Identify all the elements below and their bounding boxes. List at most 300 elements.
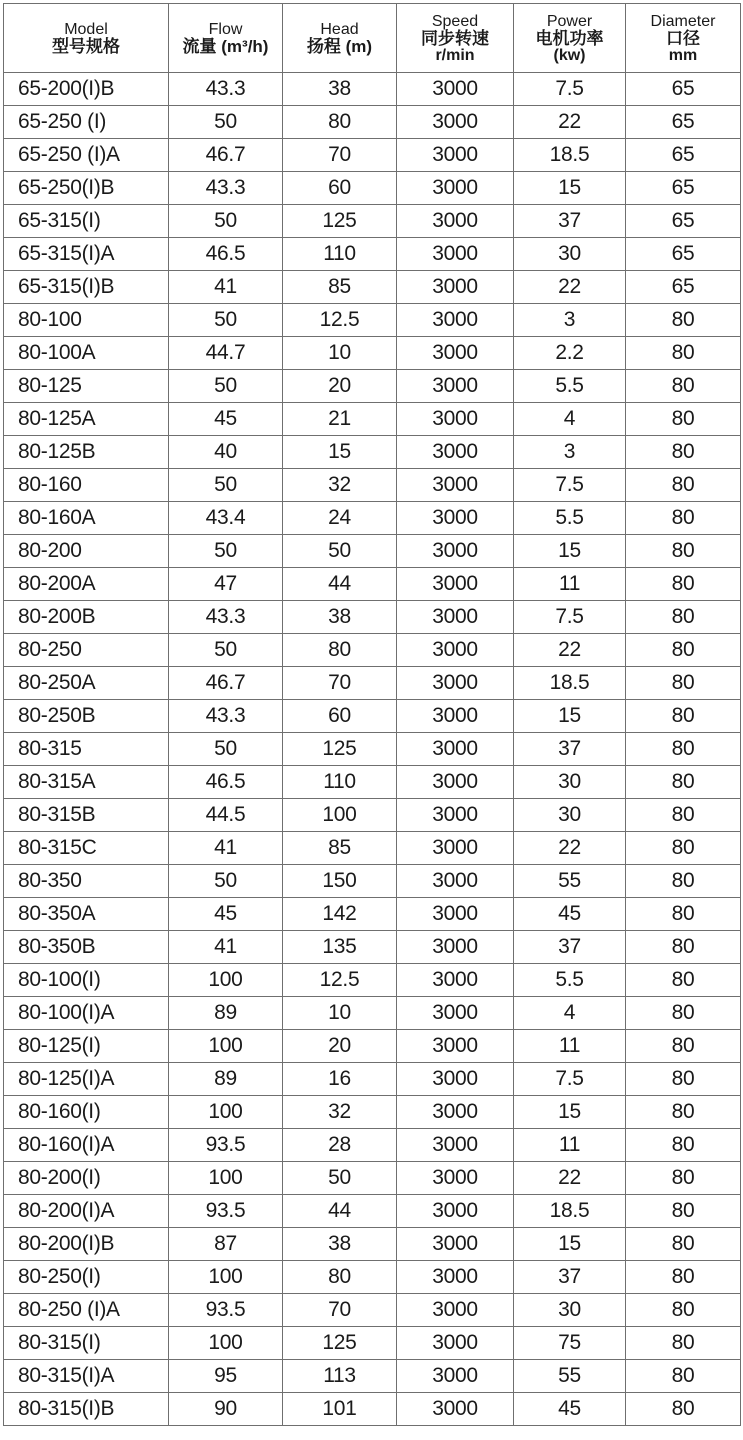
cell-flow: 50 bbox=[169, 634, 283, 667]
cell-power: 7.5 bbox=[514, 73, 626, 106]
cell-diameter: 80 bbox=[626, 502, 741, 535]
cell-head: 110 bbox=[283, 766, 397, 799]
cell-flow: 46.7 bbox=[169, 667, 283, 700]
cell-speed: 3000 bbox=[397, 1393, 514, 1426]
cell-speed: 3000 bbox=[397, 733, 514, 766]
table-row bbox=[4, 1360, 741, 1393]
cell-diameter: 80 bbox=[626, 700, 741, 733]
cell-model: 80-315(I) bbox=[4, 1327, 169, 1360]
cell-power: 15 bbox=[514, 1096, 626, 1129]
table-row bbox=[4, 205, 741, 238]
cell-diameter: 80 bbox=[626, 436, 741, 469]
cell-power: 45 bbox=[514, 898, 626, 931]
cell-diameter: 80 bbox=[626, 568, 741, 601]
cell-power: 5.5 bbox=[514, 502, 626, 535]
header-head-zh: 扬程 (m) bbox=[306, 37, 373, 56]
cell-head: 50 bbox=[283, 1162, 397, 1195]
cell-model: 80-100A bbox=[4, 337, 169, 370]
cell-diameter: 65 bbox=[626, 73, 741, 106]
cell-head: 60 bbox=[283, 172, 397, 205]
table-row bbox=[4, 667, 741, 700]
cell-diameter: 80 bbox=[626, 403, 741, 436]
cell-model: 80-100(I)A bbox=[4, 997, 169, 1030]
cell-head: 50 bbox=[283, 535, 397, 568]
cell-head: 32 bbox=[283, 1096, 397, 1129]
header-speed-unit: r/min bbox=[435, 46, 475, 64]
cell-diameter: 80 bbox=[626, 667, 741, 700]
cell-diameter: 80 bbox=[626, 1063, 741, 1096]
header-row bbox=[4, 4, 741, 73]
header-flow bbox=[169, 4, 283, 73]
cell-head: 125 bbox=[283, 205, 397, 238]
cell-model: 65-250(I)B bbox=[4, 172, 169, 205]
table-row bbox=[4, 271, 741, 304]
cell-flow: 87 bbox=[169, 1228, 283, 1261]
cell-flow: 100 bbox=[169, 1261, 283, 1294]
cell-model: 80-200(I)A bbox=[4, 1195, 169, 1228]
cell-power: 18.5 bbox=[514, 667, 626, 700]
cell-speed: 3000 bbox=[397, 568, 514, 601]
header-power-en: Power bbox=[546, 12, 593, 30]
table-row bbox=[4, 1327, 741, 1360]
cell-head: 28 bbox=[283, 1129, 397, 1162]
cell-head: 20 bbox=[283, 370, 397, 403]
cell-flow: 100 bbox=[169, 964, 283, 997]
cell-speed: 3000 bbox=[397, 1129, 514, 1162]
header-model-en: Model bbox=[64, 21, 108, 38]
cell-model: 80-350 bbox=[4, 865, 169, 898]
table-row bbox=[4, 634, 741, 667]
cell-diameter: 80 bbox=[626, 535, 741, 568]
cell-flow: 41 bbox=[169, 832, 283, 865]
cell-model: 65-315(I)B bbox=[4, 271, 169, 304]
cell-model: 80-315B bbox=[4, 799, 169, 832]
cell-speed: 3000 bbox=[397, 370, 514, 403]
cell-model: 80-350B bbox=[4, 931, 169, 964]
cell-model: 65-315(I)A bbox=[4, 238, 169, 271]
cell-head: 150 bbox=[283, 865, 397, 898]
cell-head: 101 bbox=[283, 1393, 397, 1426]
cell-head: 100 bbox=[283, 799, 397, 832]
table-row bbox=[4, 370, 741, 403]
cell-flow: 47 bbox=[169, 568, 283, 601]
cell-power: 11 bbox=[514, 568, 626, 601]
cell-head: 125 bbox=[283, 1327, 397, 1360]
cell-diameter: 65 bbox=[626, 271, 741, 304]
table-row bbox=[4, 172, 741, 205]
cell-model: 80-125B bbox=[4, 436, 169, 469]
cell-diameter: 80 bbox=[626, 1393, 741, 1426]
cell-diameter: 80 bbox=[626, 1195, 741, 1228]
cell-flow: 100 bbox=[169, 1030, 283, 1063]
cell-speed: 3000 bbox=[397, 535, 514, 568]
cell-flow: 50 bbox=[169, 304, 283, 337]
cell-model: 80-350A bbox=[4, 898, 169, 931]
cell-speed: 3000 bbox=[397, 139, 514, 172]
cell-speed: 3000 bbox=[397, 436, 514, 469]
cell-power: 3 bbox=[514, 436, 626, 469]
header-diameter-unit: mm bbox=[668, 46, 698, 64]
table-row bbox=[4, 997, 741, 1030]
cell-flow: 50 bbox=[169, 370, 283, 403]
cell-diameter: 80 bbox=[626, 634, 741, 667]
cell-model: 80-125(I) bbox=[4, 1030, 169, 1063]
cell-flow: 46.5 bbox=[169, 238, 283, 271]
header-model-zh: 型号规格 bbox=[52, 37, 120, 56]
cell-model: 80-250(I) bbox=[4, 1261, 169, 1294]
cell-head: 38 bbox=[283, 601, 397, 634]
cell-speed: 3000 bbox=[397, 1195, 514, 1228]
cell-model: 80-200 bbox=[4, 535, 169, 568]
cell-power: 15 bbox=[514, 1228, 626, 1261]
table-row bbox=[4, 238, 741, 271]
table-row bbox=[4, 436, 741, 469]
cell-flow: 100 bbox=[169, 1096, 283, 1129]
cell-diameter: 80 bbox=[626, 1327, 741, 1360]
cell-speed: 3000 bbox=[397, 337, 514, 370]
cell-power: 11 bbox=[514, 1030, 626, 1063]
cell-speed: 3000 bbox=[397, 700, 514, 733]
cell-model: 65-315(I) bbox=[4, 205, 169, 238]
cell-model: 80-160A bbox=[4, 502, 169, 535]
cell-power: 55 bbox=[514, 1360, 626, 1393]
cell-speed: 3000 bbox=[397, 73, 514, 106]
cell-head: 44 bbox=[283, 568, 397, 601]
table-row bbox=[4, 106, 741, 139]
table-row bbox=[4, 700, 741, 733]
cell-diameter: 80 bbox=[626, 1294, 741, 1327]
cell-speed: 3000 bbox=[397, 865, 514, 898]
cell-diameter: 65 bbox=[626, 238, 741, 271]
cell-flow: 89 bbox=[169, 997, 283, 1030]
cell-power: 15 bbox=[514, 172, 626, 205]
table-row bbox=[4, 1063, 741, 1096]
header-diameter bbox=[626, 4, 741, 73]
cell-flow: 100 bbox=[169, 1327, 283, 1360]
cell-head: 70 bbox=[283, 1294, 397, 1327]
cell-model: 80-315A bbox=[4, 766, 169, 799]
cell-flow: 40 bbox=[169, 436, 283, 469]
cell-power: 45 bbox=[514, 1393, 626, 1426]
cell-diameter: 65 bbox=[626, 106, 741, 139]
cell-head: 85 bbox=[283, 832, 397, 865]
cell-model: 80-250A bbox=[4, 667, 169, 700]
cell-head: 32 bbox=[283, 469, 397, 502]
cell-flow: 50 bbox=[169, 106, 283, 139]
cell-flow: 50 bbox=[169, 469, 283, 502]
cell-model: 80-160 bbox=[4, 469, 169, 502]
cell-model: 80-250 (I)A bbox=[4, 1294, 169, 1327]
cell-head: 60 bbox=[283, 700, 397, 733]
cell-flow: 44.5 bbox=[169, 799, 283, 832]
cell-flow: 95 bbox=[169, 1360, 283, 1393]
table-row bbox=[4, 964, 741, 997]
cell-model: 80-125A bbox=[4, 403, 169, 436]
table-row bbox=[4, 304, 741, 337]
table-row bbox=[4, 502, 741, 535]
cell-power: 30 bbox=[514, 1294, 626, 1327]
cell-power: 30 bbox=[514, 799, 626, 832]
cell-diameter: 80 bbox=[626, 997, 741, 1030]
cell-speed: 3000 bbox=[397, 1360, 514, 1393]
table-row bbox=[4, 898, 741, 931]
cell-diameter: 80 bbox=[626, 865, 741, 898]
cell-diameter: 80 bbox=[626, 469, 741, 502]
cell-head: 80 bbox=[283, 106, 397, 139]
cell-power: 4 bbox=[514, 997, 626, 1030]
cell-model: 80-250B bbox=[4, 700, 169, 733]
table-row bbox=[4, 73, 741, 106]
cell-power: 11 bbox=[514, 1129, 626, 1162]
header-diameter-en: Diameter bbox=[650, 12, 716, 30]
header-power-zh: 电机功率 bbox=[535, 28, 604, 48]
cell-diameter: 80 bbox=[626, 1030, 741, 1063]
table-row bbox=[4, 337, 741, 370]
cell-diameter: 80 bbox=[626, 1360, 741, 1393]
cell-speed: 3000 bbox=[397, 964, 514, 997]
cell-power: 22 bbox=[514, 832, 626, 865]
cell-power: 2.2 bbox=[514, 337, 626, 370]
cell-model: 65-250 (I) bbox=[4, 106, 169, 139]
cell-speed: 3000 bbox=[397, 205, 514, 238]
cell-head: 24 bbox=[283, 502, 397, 535]
table-row bbox=[4, 1228, 741, 1261]
cell-head: 20 bbox=[283, 1030, 397, 1063]
cell-head: 70 bbox=[283, 667, 397, 700]
pump-spec-table bbox=[3, 3, 741, 1426]
cell-flow: 90 bbox=[169, 1393, 283, 1426]
cell-speed: 3000 bbox=[397, 1228, 514, 1261]
cell-flow: 45 bbox=[169, 403, 283, 436]
table-row bbox=[4, 766, 741, 799]
cell-diameter: 80 bbox=[626, 337, 741, 370]
cell-diameter: 80 bbox=[626, 304, 741, 337]
table-row bbox=[4, 799, 741, 832]
table-row bbox=[4, 865, 741, 898]
cell-diameter: 80 bbox=[626, 1096, 741, 1129]
table-row bbox=[4, 733, 741, 766]
cell-power: 18.5 bbox=[514, 1195, 626, 1228]
cell-speed: 3000 bbox=[397, 1327, 514, 1360]
table-row bbox=[4, 601, 741, 634]
cell-speed: 3000 bbox=[397, 997, 514, 1030]
cell-speed: 3000 bbox=[397, 766, 514, 799]
cell-flow: 50 bbox=[169, 535, 283, 568]
header-diameter-zh: 口径 bbox=[666, 28, 700, 48]
cell-head: 113 bbox=[283, 1360, 397, 1393]
header-power bbox=[514, 4, 626, 73]
cell-flow: 41 bbox=[169, 271, 283, 304]
cell-power: 75 bbox=[514, 1327, 626, 1360]
cell-flow: 43.3 bbox=[169, 172, 283, 205]
cell-speed: 3000 bbox=[397, 898, 514, 931]
cell-speed: 3000 bbox=[397, 1063, 514, 1096]
table-row bbox=[4, 469, 741, 502]
cell-flow: 100 bbox=[169, 1162, 283, 1195]
table-body bbox=[4, 73, 741, 1426]
cell-flow: 93.5 bbox=[169, 1129, 283, 1162]
table-row bbox=[4, 1294, 741, 1327]
table-row bbox=[4, 568, 741, 601]
header-speed-zh: 同步转速 bbox=[421, 28, 489, 48]
cell-flow: 50 bbox=[169, 733, 283, 766]
cell-speed: 3000 bbox=[397, 172, 514, 205]
cell-diameter: 80 bbox=[626, 733, 741, 766]
cell-speed: 3000 bbox=[397, 799, 514, 832]
cell-flow: 43.3 bbox=[169, 700, 283, 733]
cell-flow: 44.7 bbox=[169, 337, 283, 370]
cell-speed: 3000 bbox=[397, 634, 514, 667]
cell-power: 3 bbox=[514, 304, 626, 337]
cell-speed: 3000 bbox=[397, 106, 514, 139]
cell-flow: 45 bbox=[169, 898, 283, 931]
cell-head: 80 bbox=[283, 634, 397, 667]
cell-model: 80-315 bbox=[4, 733, 169, 766]
cell-flow: 50 bbox=[169, 865, 283, 898]
cell-power: 37 bbox=[514, 205, 626, 238]
cell-speed: 3000 bbox=[397, 304, 514, 337]
cell-model: 80-315(I)B bbox=[4, 1393, 169, 1426]
cell-diameter: 80 bbox=[626, 766, 741, 799]
header-speed bbox=[397, 4, 514, 73]
cell-speed: 3000 bbox=[397, 1096, 514, 1129]
cell-head: 44 bbox=[283, 1195, 397, 1228]
cell-head: 21 bbox=[283, 403, 397, 436]
cell-model: 65-250 (I)A bbox=[4, 139, 169, 172]
cell-head: 70 bbox=[283, 139, 397, 172]
cell-model: 80-100 bbox=[4, 304, 169, 337]
cell-speed: 3000 bbox=[397, 238, 514, 271]
table-row bbox=[4, 1096, 741, 1129]
cell-power: 37 bbox=[514, 1261, 626, 1294]
cell-head: 12.5 bbox=[283, 964, 397, 997]
cell-head: 80 bbox=[283, 1261, 397, 1294]
cell-speed: 3000 bbox=[397, 667, 514, 700]
cell-speed: 3000 bbox=[397, 469, 514, 502]
cell-head: 38 bbox=[283, 73, 397, 106]
cell-power: 22 bbox=[514, 271, 626, 304]
table-row bbox=[4, 403, 741, 436]
cell-diameter: 80 bbox=[626, 799, 741, 832]
cell-model: 65-200(I)B bbox=[4, 73, 169, 106]
cell-diameter: 80 bbox=[626, 832, 741, 865]
cell-power: 7.5 bbox=[514, 1063, 626, 1096]
cell-flow: 43.3 bbox=[169, 73, 283, 106]
cell-model: 80-200(I) bbox=[4, 1162, 169, 1195]
header-power-unit: (kw) bbox=[553, 46, 586, 64]
cell-speed: 3000 bbox=[397, 1261, 514, 1294]
header-speed-en: Speed bbox=[431, 12, 479, 30]
cell-flow: 43.3 bbox=[169, 601, 283, 634]
cell-head: 12.5 bbox=[283, 304, 397, 337]
table-row bbox=[4, 1261, 741, 1294]
cell-diameter: 80 bbox=[626, 601, 741, 634]
cell-diameter: 65 bbox=[626, 139, 741, 172]
cell-power: 30 bbox=[514, 766, 626, 799]
cell-power: 18.5 bbox=[514, 139, 626, 172]
header-model bbox=[4, 4, 169, 73]
table-row bbox=[4, 535, 741, 568]
cell-flow: 41 bbox=[169, 931, 283, 964]
cell-diameter: 80 bbox=[626, 898, 741, 931]
cell-power: 37 bbox=[514, 931, 626, 964]
cell-model: 80-200(I)B bbox=[4, 1228, 169, 1261]
cell-power: 22 bbox=[514, 634, 626, 667]
cell-head: 142 bbox=[283, 898, 397, 931]
table-row bbox=[4, 1162, 741, 1195]
cell-model: 80-315(I)A bbox=[4, 1360, 169, 1393]
cell-speed: 3000 bbox=[397, 1162, 514, 1195]
cell-head: 10 bbox=[283, 337, 397, 370]
cell-power: 30 bbox=[514, 238, 626, 271]
cell-model: 80-125 bbox=[4, 370, 169, 403]
cell-power: 5.5 bbox=[514, 370, 626, 403]
cell-diameter: 80 bbox=[626, 370, 741, 403]
cell-diameter: 80 bbox=[626, 1129, 741, 1162]
cell-diameter: 80 bbox=[626, 964, 741, 997]
cell-diameter: 80 bbox=[626, 1228, 741, 1261]
cell-flow: 46.5 bbox=[169, 766, 283, 799]
cell-flow: 89 bbox=[169, 1063, 283, 1096]
cell-speed: 3000 bbox=[397, 931, 514, 964]
header-head bbox=[283, 4, 397, 73]
table-row bbox=[4, 931, 741, 964]
cell-flow: 46.7 bbox=[169, 139, 283, 172]
cell-speed: 3000 bbox=[397, 1030, 514, 1063]
cell-head: 10 bbox=[283, 997, 397, 1030]
cell-power: 7.5 bbox=[514, 601, 626, 634]
cell-power: 22 bbox=[514, 1162, 626, 1195]
cell-flow: 50 bbox=[169, 205, 283, 238]
cell-head: 125 bbox=[283, 733, 397, 766]
cell-head: 16 bbox=[283, 1063, 397, 1096]
header-head-en: Head bbox=[320, 21, 359, 38]
cell-flow: 93.5 bbox=[169, 1294, 283, 1327]
cell-model: 80-200B bbox=[4, 601, 169, 634]
cell-speed: 3000 bbox=[397, 403, 514, 436]
header-flow-en: Flow bbox=[208, 21, 243, 38]
table-header bbox=[4, 4, 741, 73]
cell-head: 135 bbox=[283, 931, 397, 964]
cell-model: 80-125(I)A bbox=[4, 1063, 169, 1096]
cell-power: 37 bbox=[514, 733, 626, 766]
cell-model: 80-200A bbox=[4, 568, 169, 601]
cell-model: 80-160(I) bbox=[4, 1096, 169, 1129]
cell-power: 15 bbox=[514, 700, 626, 733]
cell-speed: 3000 bbox=[397, 502, 514, 535]
cell-model: 80-315C bbox=[4, 832, 169, 865]
cell-speed: 3000 bbox=[397, 271, 514, 304]
cell-diameter: 80 bbox=[626, 931, 741, 964]
cell-diameter: 65 bbox=[626, 172, 741, 205]
cell-head: 15 bbox=[283, 436, 397, 469]
cell-model: 80-160(I)A bbox=[4, 1129, 169, 1162]
cell-diameter: 65 bbox=[626, 205, 741, 238]
cell-diameter: 80 bbox=[626, 1162, 741, 1195]
header-flow-zh: 流量 (m³/h) bbox=[182, 37, 269, 56]
table-row bbox=[4, 832, 741, 865]
table-row bbox=[4, 1129, 741, 1162]
cell-speed: 3000 bbox=[397, 1294, 514, 1327]
cell-diameter: 80 bbox=[626, 1261, 741, 1294]
table-row bbox=[4, 1030, 741, 1063]
cell-power: 15 bbox=[514, 535, 626, 568]
cell-power: 22 bbox=[514, 106, 626, 139]
cell-model: 80-250 bbox=[4, 634, 169, 667]
cell-flow: 93.5 bbox=[169, 1195, 283, 1228]
table-row bbox=[4, 139, 741, 172]
cell-speed: 3000 bbox=[397, 601, 514, 634]
